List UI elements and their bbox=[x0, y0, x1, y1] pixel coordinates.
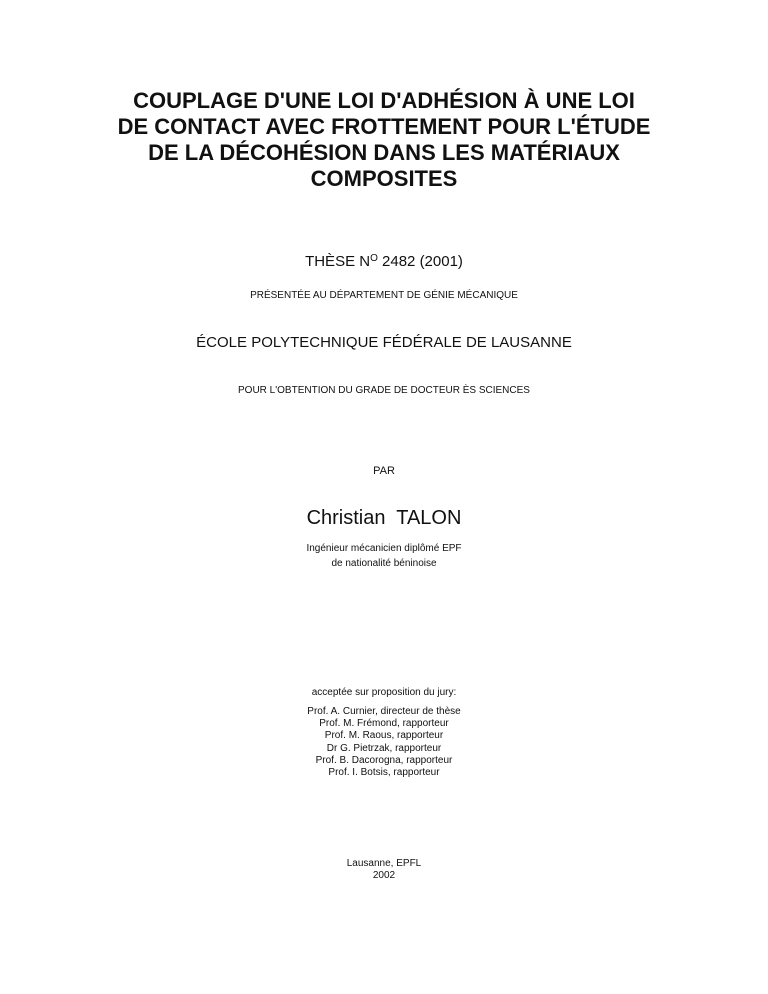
jury-member: Prof. I. Botsis, rapporteur bbox=[328, 767, 440, 779]
jury-member: Prof. M. Frémond, rapporteur bbox=[319, 718, 449, 730]
author-info-line: Ingénieur mécanicien diplômé EPF bbox=[306, 543, 462, 554]
author-info bbox=[0, 541, 768, 571]
jury-member: Prof. B. Dacorogna, rapporteur bbox=[315, 754, 453, 766]
degree-purpose: POUR L'OBTENTION DU GRADE DE DOCTEUR ÈS SCIENCES bbox=[238, 385, 530, 396]
school-name: ÉCOLE POLYTECHNIQUE FÉDÉRALE DE LAUSANNE bbox=[196, 334, 572, 351]
jury-list bbox=[0, 706, 768, 779]
author-name: Christian TALON bbox=[306, 507, 462, 529]
by-label: PAR bbox=[373, 465, 395, 477]
title-line: DE LA DÉCOHÉSION DANS LES MATÉRIAUX bbox=[148, 140, 620, 165]
title-line: COUPLAGE D'UNE LOI D'ADHÉSION À UNE LOI bbox=[133, 88, 635, 113]
jury-member: Dr G. Pietrzak, rapporteur bbox=[326, 742, 442, 754]
place-city: Lausanne, EPFL bbox=[346, 858, 422, 869]
place-and-year bbox=[0, 858, 768, 882]
thesis-number bbox=[0, 250, 768, 271]
author-info-line: de nationalité béninoise bbox=[331, 558, 437, 569]
place-year: 2002 bbox=[372, 870, 396, 881]
jury-intro: acceptée sur proposition du jury: bbox=[311, 687, 457, 698]
thesis-number-value: 2482 (2001) bbox=[377, 253, 463, 270]
thesis-prefix: THÈSE N bbox=[305, 253, 371, 270]
jury-member: Prof. M. Raous, rapporteur bbox=[324, 730, 444, 742]
title-line: COMPOSITES bbox=[310, 166, 458, 191]
title-line: DE CONTACT AVEC FROTTEMENT POUR L'ÉTUDE bbox=[117, 114, 651, 139]
department: PRÉSENTÉE AU DÉPARTEMENT DE GÉNIE MÉCANIQUE bbox=[250, 290, 518, 301]
thesis-title bbox=[0, 88, 768, 192]
jury-member: Prof. A. Curnier, directeur de thèse bbox=[307, 706, 461, 717]
thesis-number-sup: O bbox=[370, 253, 378, 264]
